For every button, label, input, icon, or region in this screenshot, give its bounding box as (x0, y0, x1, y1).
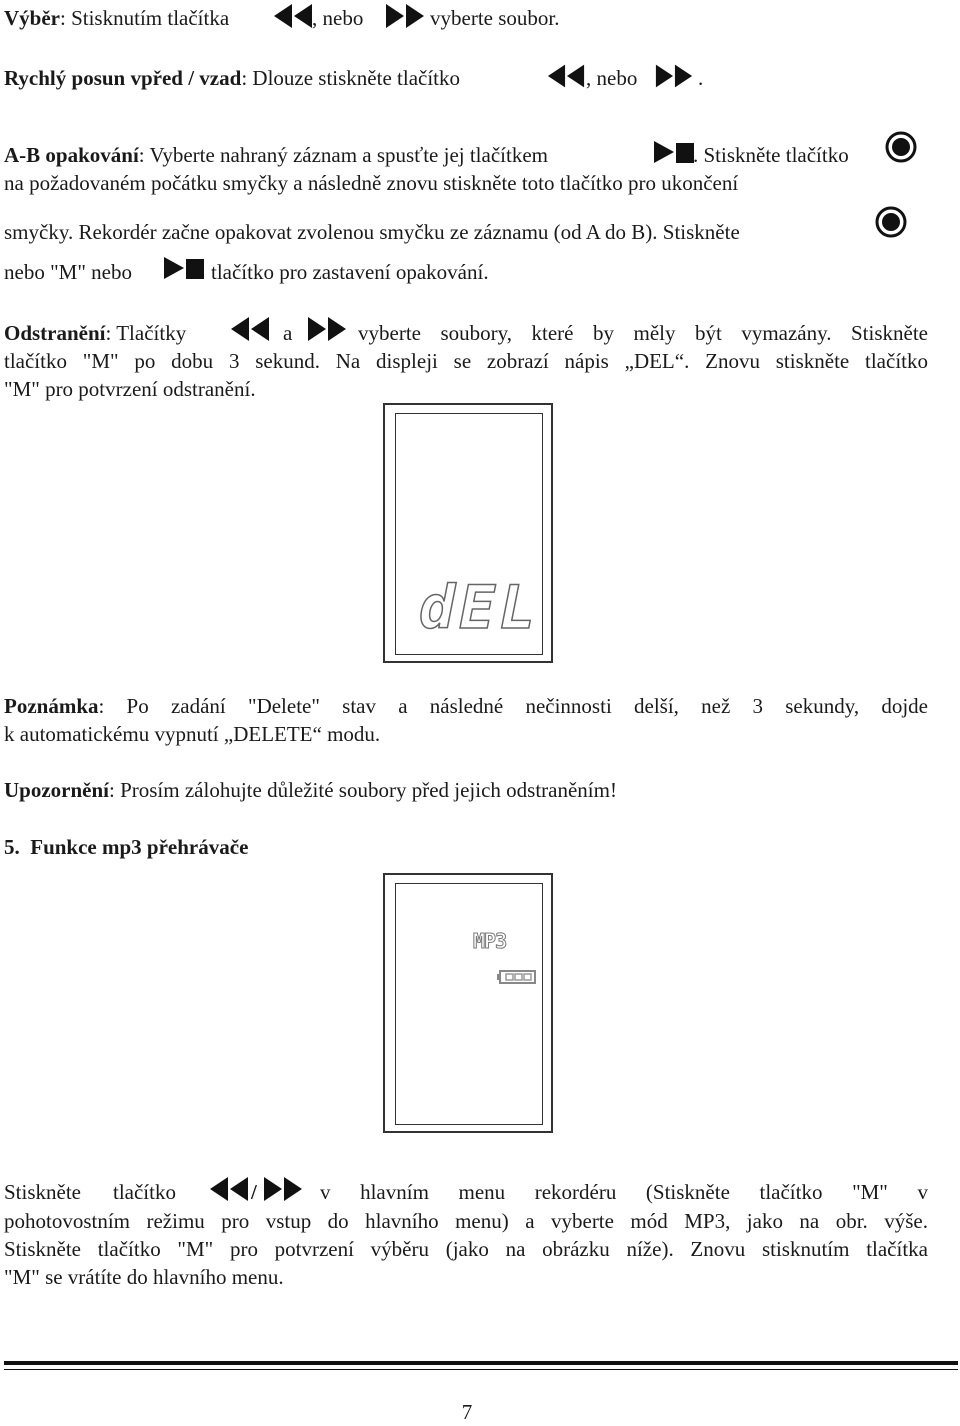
footer-rule-thick (4, 1361, 958, 1365)
posun-label: Rychlý posun vpřed / vzad (4, 66, 242, 90)
play-stop-icon (652, 138, 696, 166)
lcd-display-mp3 (383, 873, 553, 1133)
upozorneni-paragraph: Upozornění: Prosím zálohujte důležité soubory před jejich odstraněním! (4, 778, 617, 802)
vyber-label: Výběr (4, 6, 60, 30)
rewind-icon (546, 62, 586, 90)
display-mp3-text: MP3 (473, 929, 507, 953)
ab-paragraph: A-B opakování: Vyberte nahraný záznam a spusťte jej tlačítkem (4, 143, 548, 167)
posun-paragraph: Rychlý posun vpřed / vzad: Dlouze stiskněte tlačítko (4, 66, 461, 90)
rewind-icon (229, 314, 271, 344)
page-number: 7 (461, 1400, 473, 1424)
ab-label: A-B opakování (4, 143, 139, 167)
odstraneni-label: Odstranění (4, 321, 106, 345)
record-button-icon (884, 130, 918, 164)
odstraneni-paragraph: Odstranění: Tlačítky (4, 321, 187, 345)
mp3-paragraph-start: Stiskněte (4, 1180, 81, 1204)
slash: / (251, 1180, 257, 1204)
rewind-icon (272, 2, 314, 30)
fast-forward-icon (262, 1175, 304, 1203)
upozorneni-label: Upozornění (4, 778, 109, 802)
fast-forward-icon (384, 2, 426, 30)
battery-icon (497, 969, 537, 985)
lcd-display-del (383, 403, 553, 663)
fast-forward-icon (654, 62, 694, 90)
play-stop-icon (162, 254, 206, 282)
rewind-icon (208, 1175, 250, 1203)
poznamka-paragraph: Poznámka: Po zadání "Delete" stav a následné nečinnosti delší, než 3 sekundy, dojde (4, 694, 928, 718)
poznamka-label: Poznámka (4, 694, 99, 718)
footer-rule-thin (4, 1369, 958, 1370)
display-del-text: dEL (419, 573, 540, 643)
vyber-paragraph: Výběr: Stisknutím tlačítka (4, 6, 230, 30)
section-heading: 5. Funkce mp3 přehrávače (4, 835, 249, 859)
record-button-icon (874, 205, 908, 239)
fast-forward-icon (306, 314, 348, 344)
